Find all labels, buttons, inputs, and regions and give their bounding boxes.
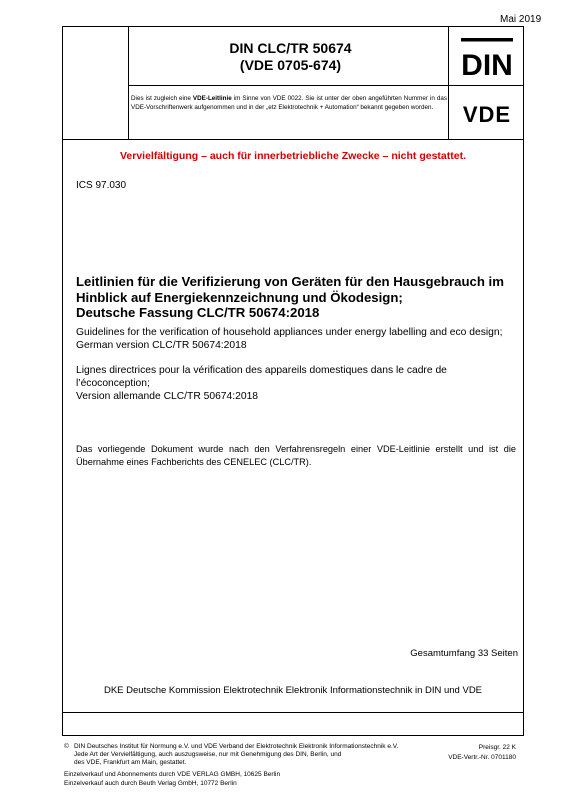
frame-divider-logos — [448, 85, 524, 86]
din-logo-graphic — [458, 35, 516, 83]
standard-number — [128, 40, 453, 74]
title-german-line3: Deutsche Fassung CLC/TR 50674:2018 — [76, 305, 320, 320]
title-german-line1: Leitlinien für die Verifizierung von Geräten für den Hausgebrauch im — [76, 274, 504, 289]
copyright-line2: Jede Art der Vervielfältigung, auch auszugsweise, nur mit Genehmigung des DIN, Berlin, und — [74, 751, 342, 758]
svg-text:DIN: DIN — [461, 49, 513, 82]
copyright-line3: des VDE, Frankfurt am Main, gestattet. — [74, 759, 187, 766]
vde-logo — [454, 100, 520, 128]
document-status: Das vorliegende Dokument wurde nach den Verfahrensregeln einer VDE-Leitlinie erstellt und ist die Übernahme eines Fachberichts des CENELEC (CLC/TR). — [76, 444, 516, 467]
sales-line2: Einzelverkauf auch durch Beuth Verlag GmbH, 10772 Berlin — [64, 780, 237, 787]
title-french-line1: Lignes directrices pour la vérification des appareils domestiques dans le cadre de — [76, 365, 447, 376]
price-group: Preisgr. 22 K — [478, 744, 516, 751]
note-bold: VDE-Leitlinie — [192, 95, 232, 102]
frame-divider-footer — [63, 712, 523, 713]
standard-number-line1: DIN CLC/TR 50674 — [229, 40, 352, 56]
standard-number-line2: (VDE 0705-674) — [239, 57, 342, 73]
title-german-line2: Hinblick auf Energiekennzeichnung und Ökodesign; — [76, 289, 403, 305]
title-french — [76, 365, 516, 403]
svg-text:VDE: VDE — [462, 102, 512, 127]
title-english — [76, 327, 516, 353]
copyright-notice — [64, 743, 424, 767]
note-prefix: Dies ist zugleich eine — [131, 95, 193, 102]
reproduction-warning: Vervielfältigung – auch für innerbetriebliche Zwecke – nicht gestattet. — [119, 150, 466, 162]
title-german — [76, 274, 516, 321]
ics-code: ICS 97.030 — [76, 180, 127, 191]
title-english-line1: Guidelines for the verification of household appliances under energy labelling and eco design; — [76, 327, 503, 338]
title-french-line2: l’écoconception; — [76, 377, 150, 389]
page-count: Gesamtumfang 33 Seiten — [410, 648, 518, 659]
vde-logo-graphic — [454, 100, 520, 128]
vde-guideline-note — [131, 94, 447, 112]
frame-divider-header — [63, 139, 523, 140]
din-logo — [458, 35, 516, 83]
copyright-icon: © — [64, 743, 69, 750]
note-suffix: im Sinne von VDE 0022. Sie ist unter der oben angeführten Nummer in das VDE-Vorschriftenwerk aufgenommen und in der „etz Elektrotechnik + Automation“ bekannt gegeben worden. — [131, 95, 448, 111]
title-french-line3: Version allemande CLC/TR 50674:2018 — [76, 390, 259, 402]
title-english-line2: German version CLC/TR 50674:2018 — [76, 339, 247, 351]
frame-divider-mid — [128, 85, 448, 86]
price-info — [440, 743, 516, 762]
publication-date: Mai 2019 — [500, 14, 542, 25]
vde-order-number: VDE-Vertr.-Nr. 0701180 — [448, 753, 516, 761]
sales-line1: Einzelverkauf und Abonnements durch VDE VERLAG GMBH, 10625 Berlin — [64, 771, 281, 778]
dke-committee: DKE Deutsche Kommission Elektrotechnik Elektronik Informationstechnik in DIN und VDE — [103, 685, 483, 696]
sales-info — [64, 770, 424, 788]
copyright-line1: DIN Deutsches Institut für Normung e.V. und VDE Verband der Elektrotechnik Elektronik Informationstechnik e.V. — [74, 743, 399, 750]
